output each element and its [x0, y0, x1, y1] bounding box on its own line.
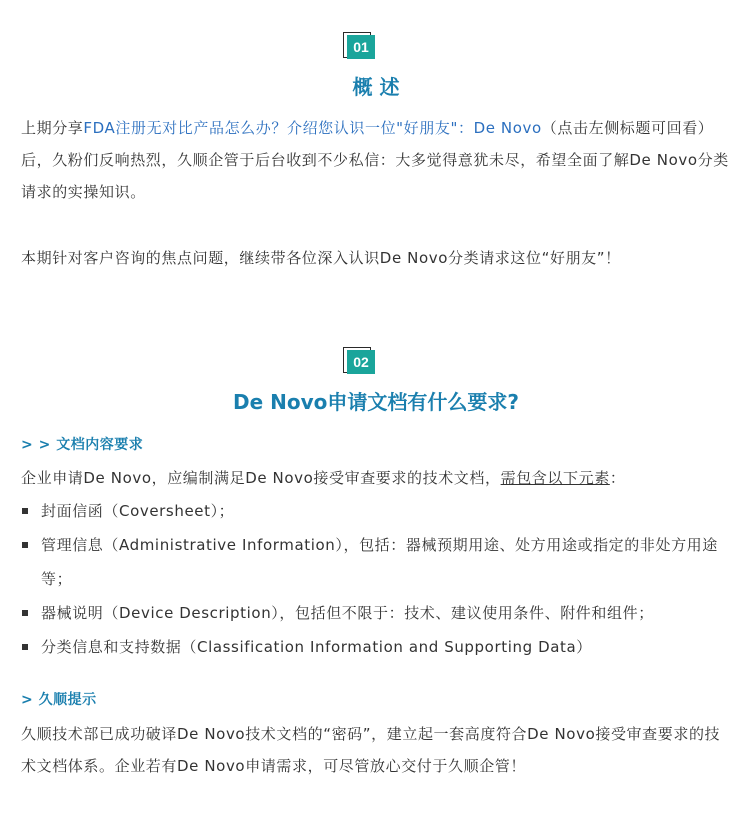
subhead-doc-requirements: > > 文档内容要求 — [21, 437, 144, 453]
intro-paragraph — [21, 112, 733, 208]
doc-intro-paragraph — [21, 462, 733, 494]
section-number-badge-01 — [343, 32, 375, 58]
required-elements-list — [21, 494, 733, 664]
tip-paragraph: 久顺技术部已成功破译De Novo技术文档的“密码”，建立起一套高度符合De Novo接受审查要求的技术文档体系。企业若有De Novo申请需求，可尽管放心交付于久顺企管！ — [21, 725, 721, 775]
doc-intro-suffix: ： — [609, 469, 626, 487]
previous-article-link[interactable]: FDA注册无对比产品怎么办？介绍您认识一位"好朋友"：De Novo — [83, 119, 542, 137]
subhead-jiushun-tip: > 久顺提示 — [21, 692, 97, 708]
section-title-overview: 概 述 — [352, 75, 400, 99]
doc-intro-prefix: 企业申请De Novo，应编制满足De Novo接受审查要求的技术文档， — [21, 469, 501, 487]
intro-prefix: 上期分享 — [21, 119, 84, 137]
badge-number: 02 — [347, 350, 375, 374]
list-item: 封面信函（Coversheet）； — [21, 494, 733, 528]
list-item: 器械说明（Device Description），包括但不限于：技术、建议使用条件、附件和组件； — [21, 596, 733, 630]
badge-number: 01 — [347, 35, 375, 59]
section-title-denovo-docs: De Novo申请文档有什么要求? — [233, 390, 519, 414]
required-elements-underline: 需包含以下元素 — [500, 469, 610, 487]
list-item: 管理信息（Administrative Information），包括：器械预期用途、处方用途或指定的非处方用途等； — [21, 528, 733, 596]
list-item: 分类信息和支持数据（Classification Information and Supporting Data） — [21, 630, 733, 664]
focus-paragraph: 本期针对客户咨询的焦点问题，继续带各位深入认识De Novo分类请求这位“好朋友”！ — [21, 249, 621, 267]
intro-suffix: （点击左侧标题可回看）后，久粉们反响热烈，久顺企管于后台收到不少私信：大多觉得意犹未尽，希望全面了解De Novo分类请求的实操知识。 — [21, 119, 729, 201]
section-number-badge-02 — [343, 347, 375, 373]
